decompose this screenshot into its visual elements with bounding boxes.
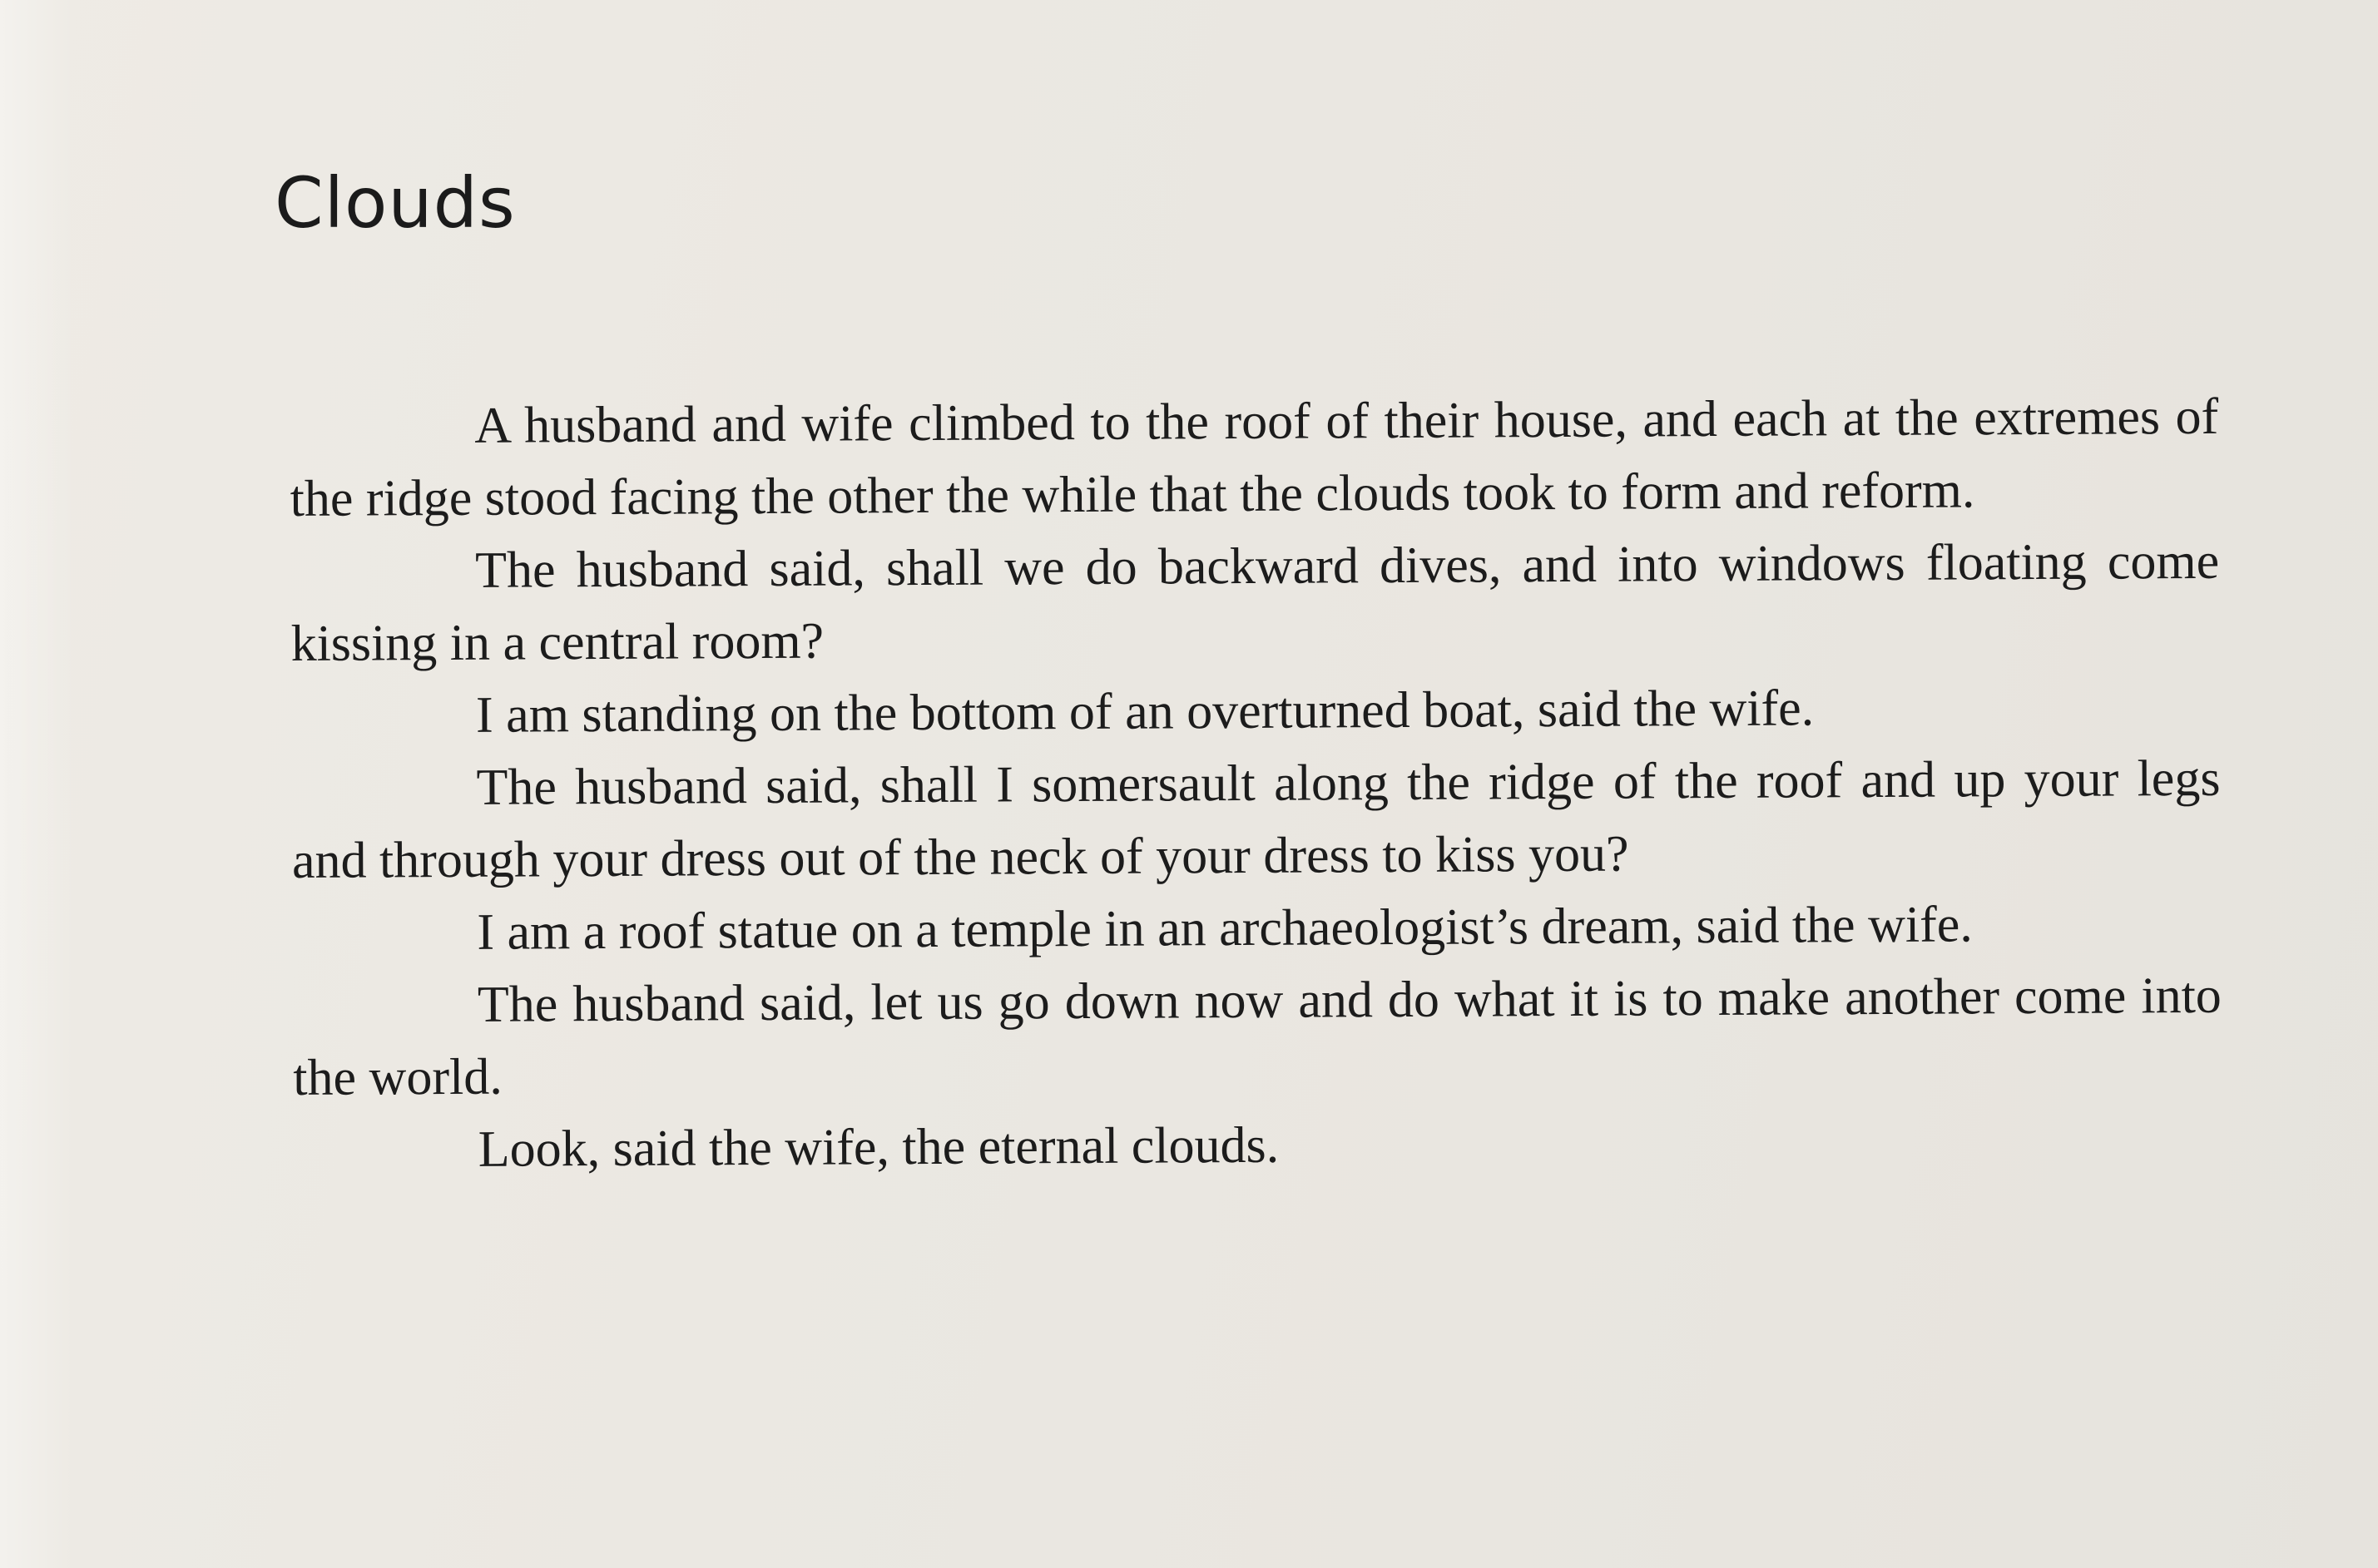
poem-paragraph: The husband said, shall I somersault along the ridge of the roof and up your legs and through your dress out of the neck of your dress to kiss you? xyxy=(291,749,2221,889)
poem-paragraph: I am a roof statue on a temple in an archaeologist’s dream, said the wife. xyxy=(477,896,1973,961)
poem-paragraph: The husband said, shall we do backward dives, and into windows floating come kissing in a central room? xyxy=(290,532,2220,672)
poem-body xyxy=(290,381,2222,1187)
poem-paragraph: The husband said, let us go down now and do what it is to make another come into the world. xyxy=(293,967,2222,1106)
poem-paragraph: A husband and wife climbed to the roof of their house, and each at the extremes of the ridge stood facing the other the while that the clouds took to form and reform. xyxy=(290,388,2219,527)
poem-paragraph: I am standing on the bottom of an overturned boat, said the wife. xyxy=(475,680,1815,744)
page-edge-shading xyxy=(0,0,75,1568)
poem-paragraph: Look, said the wife, the eternal clouds. xyxy=(478,1116,1280,1178)
poem-title: Clouds xyxy=(275,162,516,244)
